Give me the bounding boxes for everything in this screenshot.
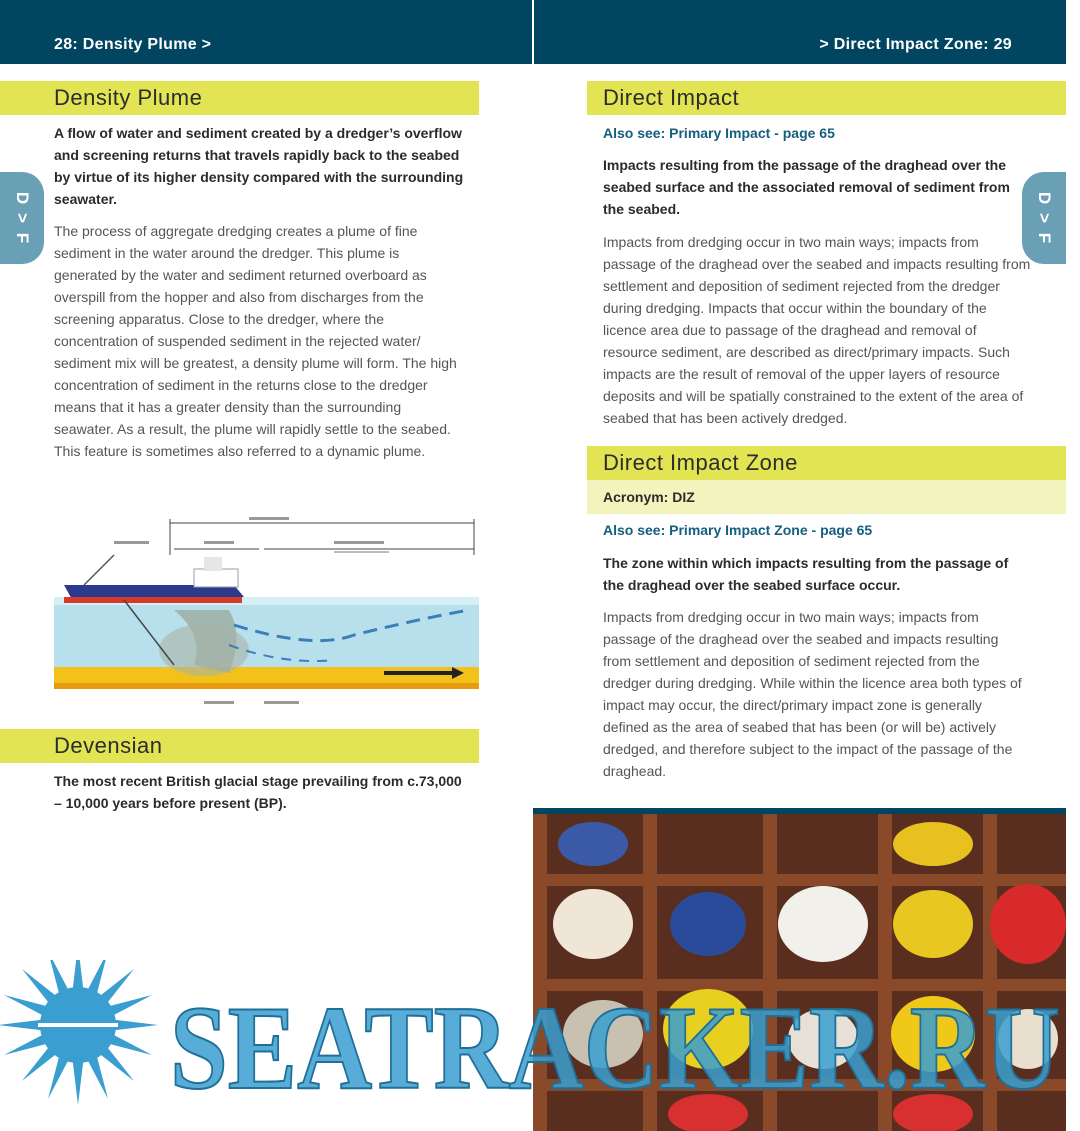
direct-impact-definition: Impacts resulting from the passage of the draghead over the seabed surface and the associated removal of sediment from the seabed. <box>603 157 1010 217</box>
direct-impact-zone-definition: The zone within which impacts resulting from the passage of the draghead over the seabed surface occur. <box>603 555 1009 593</box>
section-tab-left[interactable] <box>0 172 44 264</box>
tab-letter: D <box>1035 191 1054 205</box>
devensian-title: Devensian <box>0 729 479 763</box>
next-entry-link[interactable]: > Direct Impact Zone: 29 <box>819 36 1012 53</box>
density-plume-title: Density Plume <box>0 81 479 115</box>
tab-letter: D <box>13 191 32 205</box>
direct-impact-body: Impacts from dredging occur in two main ways; impacts from passage of the draghead over the seabed and impacts resulting from settlement and deposition of sediment rejected from the dredger during dredging. Impacts that occur within the boundary of the licence area due to passage of the draghead and removal of resource sediment, are described as direct/primary impacts. Such impacts are the result of removal of the upper layers of resource deposits and will be spatially constrained to the extent of the area of seabed that has been actively dredged. <box>603 234 1031 426</box>
tab-letter: F <box>1034 232 1054 244</box>
direct-impact-zone-also-see-link[interactable]: Also see: Primary Impact Zone - page 65 <box>603 522 873 538</box>
equipment-shelves-photo <box>533 808 1066 1131</box>
watermark-text: SEATRACKER.RU <box>170 981 1060 1110</box>
direct-impact-zone-acronym: Acronym: DIZ <box>587 480 1066 514</box>
header-left-bar <box>0 0 532 64</box>
header-right-bar <box>534 0 1066 64</box>
devensian-definition: The most recent British glacial stage prevailing from c.73,000 – 10,000 years before present (BP). <box>54 773 462 811</box>
density-plume-body: The process of aggregate dredging creates a plume of fine sediment in the water around the dredger. This plume is generated by the water and sediment returned overboard as overspill from the hopper and also from discharges from the screening apparatus. Close to the dredger, where the concentration of suspended sediment in the rejected water/ sediment mix will be greatest, a density plume will form. The high concentration of sediment in the returns close to the dredger means that it has a greater density than the surrounding seawater. As a result, the plume will rapidly settle to the seabed. This feature is sometimes also referred to a dynamic plume. <box>54 223 457 459</box>
prev-entry-link[interactable]: 28: Density Plume > <box>54 36 212 53</box>
direct-impact-also-see-link[interactable]: Also see: Primary Impact - page 65 <box>603 125 835 141</box>
direct-impact-zone-title: Direct Impact Zone <box>587 446 1066 480</box>
density-plume-definition: A flow of water and sediment created by a dredger’s overflow and screening returns that travels rapidly back to the seabed by virtue of its higher density compared with the surrounding seawater. <box>54 125 464 207</box>
tab-letter: > <box>1035 213 1054 223</box>
direct-impact-title: Direct Impact <box>587 81 1066 115</box>
density-plume-diagram <box>54 515 479 705</box>
tab-letter: F <box>12 232 32 244</box>
tab-letter: > <box>13 213 32 223</box>
direct-impact-zone-body: Impacts from dredging occur in two main ways; impacts from passage of the draghead over the seabed and impacts resulting from settlement and deposition of sediment rejected from the dredger during dredging. While within the licence area both types of impact may occur, the direct/primary impact zone is generally defined as the area of seabed that has been (or will be) actively dredged, and therefore subject to the impact of the passage of the draghead. <box>603 609 1022 779</box>
